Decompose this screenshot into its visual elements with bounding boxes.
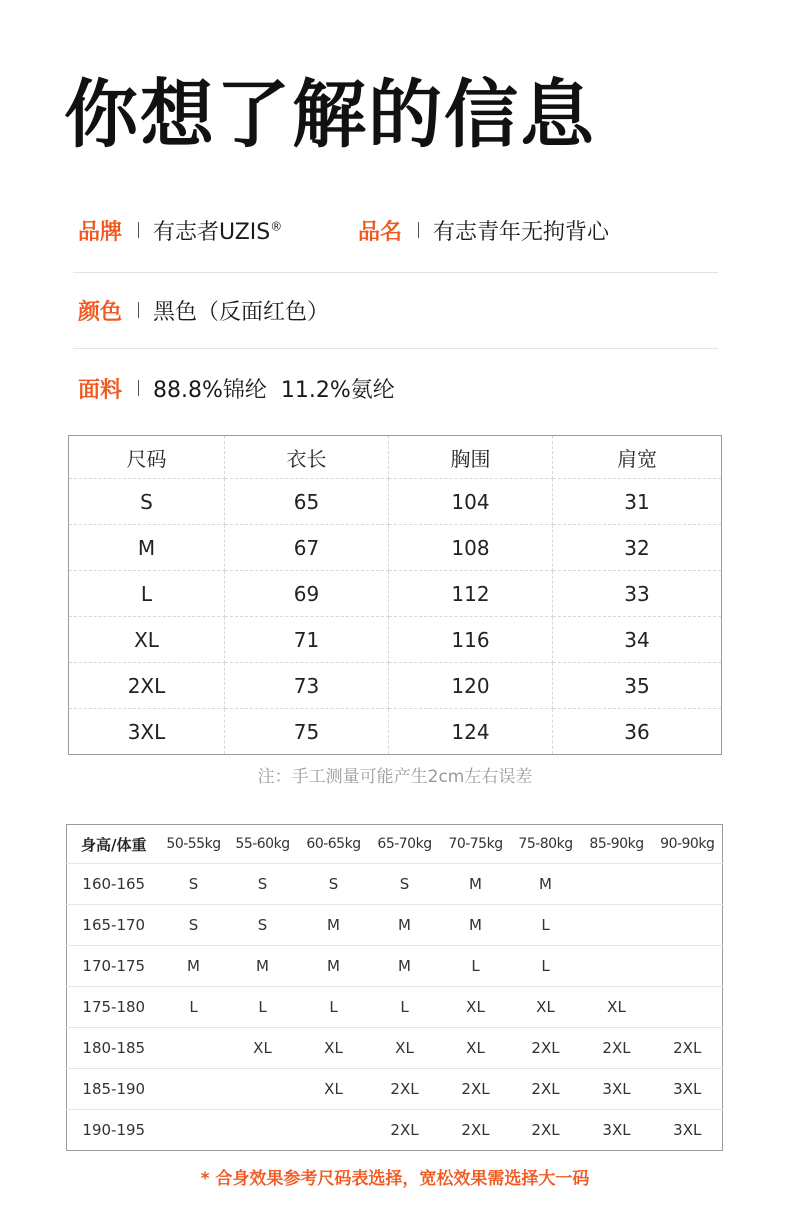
size-cell: M bbox=[369, 905, 441, 946]
fabric-label: 面料 bbox=[78, 377, 123, 403]
registered-mark: ® bbox=[270, 219, 283, 234]
table-row bbox=[67, 1110, 723, 1151]
size-cell: 3XL bbox=[602, 1121, 631, 1139]
table-cell: 124 bbox=[389, 709, 553, 755]
size-cell: 2XL bbox=[461, 1121, 490, 1139]
table-cell: 71 bbox=[225, 617, 389, 663]
header-chest: 胸围 bbox=[389, 436, 553, 479]
size-cell: M bbox=[299, 946, 369, 987]
height-range-cell: 180-185 bbox=[67, 1028, 161, 1069]
size-cell: XL bbox=[227, 1028, 299, 1069]
size-cell: M bbox=[161, 946, 227, 987]
table-cell: 104 bbox=[389, 479, 553, 525]
size-cell bbox=[653, 905, 723, 946]
table-row bbox=[67, 1069, 723, 1110]
info-fabric bbox=[78, 373, 395, 404]
size-cell: 2XL bbox=[531, 1121, 560, 1139]
size-cell bbox=[653, 987, 723, 1028]
weight-header: 50-55kg bbox=[161, 825, 227, 864]
table-row bbox=[67, 946, 723, 987]
table-cell: M bbox=[69, 525, 225, 571]
size-cell: M bbox=[227, 946, 299, 987]
table-cell: 33 bbox=[553, 571, 722, 617]
size-cell: S bbox=[227, 905, 299, 946]
info-row-brand-name bbox=[78, 210, 609, 250]
size-cell: L bbox=[441, 946, 511, 987]
size-cell: L bbox=[511, 946, 581, 987]
size-cell bbox=[653, 946, 723, 987]
table-cell: 32 bbox=[553, 525, 722, 571]
size-cell: 2XL bbox=[390, 1121, 419, 1139]
size-cell: L bbox=[161, 987, 227, 1028]
size-cell bbox=[581, 864, 653, 905]
table-cell: 34 bbox=[553, 617, 722, 663]
weight-header: 85-90kg bbox=[581, 825, 653, 864]
color-label: 颜色 bbox=[78, 299, 123, 325]
brand-value: 有志者UZIS® bbox=[153, 219, 283, 245]
size-cell: L bbox=[369, 987, 441, 1028]
name-value: 有志青年无拘背心 bbox=[433, 219, 610, 245]
header-size: 尺码 bbox=[69, 436, 225, 479]
weight-header: 60-65kg bbox=[299, 825, 369, 864]
size-cell: 2XL bbox=[511, 1069, 581, 1110]
table-cell: 116 bbox=[389, 617, 553, 663]
table-row bbox=[67, 1028, 723, 1069]
table-cell: 31 bbox=[553, 479, 722, 525]
weight-header: 55-60kg bbox=[227, 825, 299, 864]
separator bbox=[138, 222, 139, 238]
info-row-color bbox=[78, 290, 329, 330]
size-cell: 2XL bbox=[441, 1069, 511, 1110]
page-title: 你想了解的信息 bbox=[64, 72, 596, 158]
info-color bbox=[78, 295, 329, 326]
size-cell: L bbox=[299, 987, 369, 1028]
size-cell bbox=[227, 1110, 299, 1151]
size-cell: M bbox=[369, 946, 441, 987]
size-cell: 2XL bbox=[369, 1069, 441, 1110]
table-row bbox=[69, 525, 722, 571]
size-cell: XL bbox=[441, 1028, 511, 1069]
table-cell: 67 bbox=[225, 525, 389, 571]
size-cell bbox=[299, 1110, 369, 1151]
size-cell: 2XL bbox=[581, 1028, 653, 1069]
size-cell: M bbox=[441, 905, 511, 946]
table-cell: 108 bbox=[389, 525, 553, 571]
size-cell: XL bbox=[369, 1028, 441, 1069]
size-cell bbox=[581, 905, 653, 946]
height-range-cell: 185-190 bbox=[67, 1069, 161, 1110]
info-row-fabric bbox=[78, 368, 395, 408]
size-cell: S bbox=[227, 864, 299, 905]
size-table-header bbox=[69, 436, 722, 479]
table-row bbox=[69, 479, 722, 525]
size-cell: 2XL bbox=[653, 1028, 723, 1069]
header-shoulder: 肩宽 bbox=[553, 436, 722, 479]
divider bbox=[73, 272, 718, 273]
size-cell: XL bbox=[299, 1028, 369, 1069]
table-cell: S bbox=[69, 479, 225, 525]
fit-advice: * 合身效果参考尺码表选择，宽松效果需选择大一码 bbox=[200, 1169, 590, 1189]
size-cell: XL bbox=[299, 1069, 369, 1110]
measurement-note: 注：手工测量可能产生2cm左右误差 bbox=[257, 767, 533, 787]
size-cell: S bbox=[369, 864, 441, 905]
table-cell: 65 bbox=[225, 479, 389, 525]
size-cell: M bbox=[441, 864, 511, 905]
separator bbox=[418, 222, 419, 238]
size-cell bbox=[161, 1028, 227, 1069]
height-range-cell: 160-165 bbox=[67, 864, 161, 905]
header-height-weight: 身高/体重 bbox=[67, 825, 161, 864]
fit-table bbox=[66, 824, 723, 1151]
table-row bbox=[67, 987, 723, 1028]
info-product-name bbox=[358, 215, 609, 246]
height-range-cell: 170-175 bbox=[67, 946, 161, 987]
size-cell: XL bbox=[581, 987, 653, 1028]
brand-label: 品牌 bbox=[78, 219, 123, 245]
table-cell: 73 bbox=[225, 663, 389, 709]
size-cell bbox=[227, 1069, 299, 1110]
weight-header: 70-75kg bbox=[441, 825, 511, 864]
table-cell: L bbox=[69, 571, 225, 617]
height-range-cell: 190-195 bbox=[82, 1121, 146, 1139]
table-cell: 35 bbox=[553, 663, 722, 709]
separator bbox=[138, 302, 139, 318]
table-cell: 2XL bbox=[69, 663, 225, 709]
info-brand bbox=[78, 215, 358, 246]
table-row bbox=[69, 709, 722, 755]
size-cell: 3XL bbox=[581, 1069, 653, 1110]
size-cell: 3XL bbox=[673, 1121, 702, 1139]
table-row bbox=[67, 905, 723, 946]
size-cell: M bbox=[299, 905, 369, 946]
size-cell: XL bbox=[511, 987, 581, 1028]
size-cell: L bbox=[511, 905, 581, 946]
table-cell: 120 bbox=[389, 663, 553, 709]
table-cell: 69 bbox=[225, 571, 389, 617]
weight-header: 75-80kg bbox=[511, 825, 581, 864]
size-cell: 2XL bbox=[511, 1028, 581, 1069]
table-cell: 3XL bbox=[69, 709, 225, 755]
table-row bbox=[69, 571, 722, 617]
table-row bbox=[69, 617, 722, 663]
table-cell: 112 bbox=[389, 571, 553, 617]
table-cell: 36 bbox=[624, 719, 650, 744]
weight-header: 90-90kg bbox=[653, 825, 723, 864]
size-cell: S bbox=[161, 864, 227, 905]
size-cell: 3XL bbox=[653, 1069, 723, 1110]
separator bbox=[138, 380, 139, 396]
size-cell bbox=[653, 864, 723, 905]
size-cell: M bbox=[511, 864, 581, 905]
size-cell: S bbox=[299, 864, 369, 905]
table-cell: XL bbox=[69, 617, 225, 663]
header-length: 衣长 bbox=[225, 436, 389, 479]
size-cell bbox=[161, 1110, 227, 1151]
fit-table-header bbox=[67, 825, 723, 864]
size-cell: L bbox=[227, 987, 299, 1028]
size-cell bbox=[161, 1069, 227, 1110]
table-cell: 75 bbox=[225, 709, 389, 755]
size-table bbox=[68, 435, 722, 755]
size-cell bbox=[581, 946, 653, 987]
table-row bbox=[69, 663, 722, 709]
divider bbox=[73, 348, 718, 349]
height-range-cell: 175-180 bbox=[67, 987, 161, 1028]
weight-header: 65-70kg bbox=[369, 825, 441, 864]
name-label: 品名 bbox=[358, 219, 403, 245]
fabric-value: 88.8%锦纶 11.2%氨纶 bbox=[153, 377, 395, 403]
color-value: 黑色（反面红色） bbox=[153, 299, 330, 325]
table-row bbox=[67, 864, 723, 905]
size-cell: S bbox=[161, 905, 227, 946]
height-range-cell: 165-170 bbox=[67, 905, 161, 946]
size-cell: XL bbox=[441, 987, 511, 1028]
